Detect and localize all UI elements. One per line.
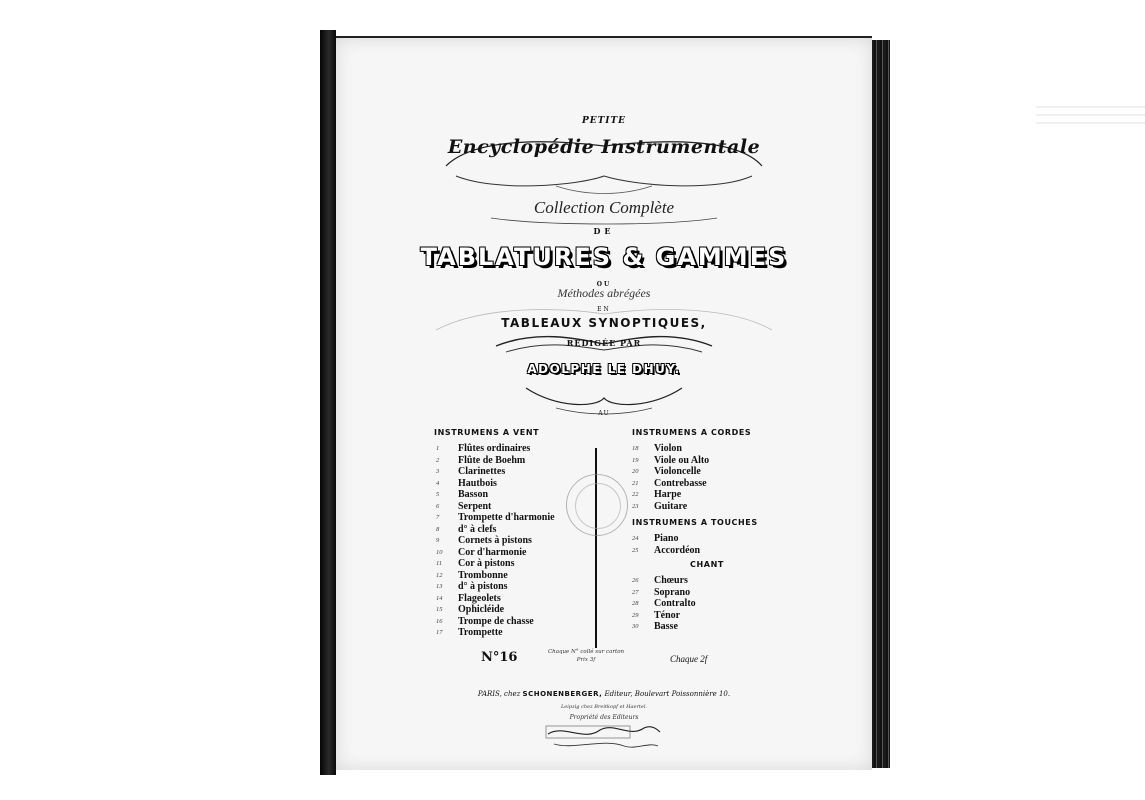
keys-item-name: Piano: [654, 533, 679, 544]
wind-item: [436, 616, 596, 628]
wind-item-number: 11: [436, 560, 443, 567]
wind-item: [436, 593, 596, 605]
chant-item-name: Ténor: [654, 609, 681, 621]
wind-list: [436, 443, 596, 639]
strings-item-name: Violon: [654, 443, 682, 454]
author-name: ADOLPHE LE DHUY.: [527, 362, 681, 376]
wind-item-number: 2: [436, 456, 440, 464]
wind-item: [436, 524, 596, 536]
chant-item-number: 26: [632, 577, 639, 584]
chant-item-number: 29: [632, 611, 639, 619]
publisher-line: [336, 690, 872, 698]
wind-item: [436, 604, 596, 616]
wind-item-number: 7: [436, 514, 440, 521]
wind-item: [436, 501, 596, 513]
title-page: [336, 36, 872, 770]
wind-item-number: 10: [436, 548, 443, 556]
wind-item-number: 1: [436, 445, 440, 452]
strings-item: [632, 478, 782, 490]
chant-item-name: Chœurs: [654, 575, 688, 586]
wind-item: [436, 478, 596, 490]
strings-item: [632, 489, 782, 501]
strings-item-number: 18: [632, 445, 639, 452]
wind-item-name: Trombonne: [458, 569, 508, 581]
chant-item-number: 27: [632, 588, 639, 596]
strings-item-number: 20: [632, 468, 639, 475]
tableaux-synoptiques: TABLEAUX SYNOPTIQUES,: [501, 316, 707, 330]
chant-item: [632, 621, 782, 633]
wind-item: [436, 443, 596, 455]
wind-item: [436, 558, 596, 570]
wind-item: [436, 512, 596, 524]
chant-heading: CHANT: [690, 560, 724, 569]
strings-item-number: 19: [632, 456, 639, 464]
wind-item-name: Cor d'harmonie: [458, 546, 527, 558]
wind-item: [436, 455, 596, 467]
chant-item: [632, 610, 782, 622]
chant-item-number: 30: [632, 623, 639, 630]
strings-item-number: 21: [632, 479, 639, 487]
wind-item-number: 15: [436, 606, 443, 613]
redige-par: REDIGÉE PAR: [566, 338, 642, 348]
keys-list: [632, 533, 782, 556]
keys-heading: INSTRUMENS A TOUCHES: [632, 518, 758, 527]
chant-item: [632, 575, 782, 587]
strings-item-name: Guitare: [654, 500, 688, 512]
wind-item-name: Trompe de chasse: [458, 615, 534, 627]
wind-item-number: 14: [436, 594, 443, 602]
wind-item: [436, 570, 596, 582]
leipzig-line: Leipzig chez Breitkopf et Haertel.: [560, 704, 648, 710]
flourish-tableaux: [426, 300, 782, 360]
wind-item: [436, 535, 596, 547]
wind-heading: INSTRUMENS A VENT: [434, 428, 540, 437]
wind-instruments-column: [436, 428, 596, 639]
wind-item-number: 3: [436, 468, 440, 475]
strings-heading: INSTRUMENS A CORDES: [632, 428, 752, 437]
encyclopedie-title: Encyclopédie Instrumentale: [447, 136, 761, 158]
keys-item-number: 25: [632, 546, 639, 554]
strings-item: [632, 501, 782, 513]
price-note-line1: Chaque N° collé sur carton: [547, 649, 625, 655]
strings-item-number: 22: [632, 491, 639, 498]
wind-item-name: Trompette d'harmonie: [458, 512, 555, 523]
wind-item-name: Ophicléide: [458, 604, 505, 615]
keys-item: [632, 533, 782, 545]
volume-number: N°16: [481, 650, 518, 665]
wind-item: [436, 466, 596, 478]
keys-item: [632, 545, 782, 557]
wind-item-number: 8: [436, 525, 440, 533]
petite-label: PETITE: [581, 116, 627, 126]
strings-item-name: Harpe: [654, 489, 682, 500]
wind-item-name: Cornets à pistons: [458, 535, 532, 546]
price-note-line2: Prix 3f: [576, 657, 596, 663]
strings-item: [632, 443, 782, 455]
wind-item-number: 9: [436, 537, 440, 544]
strings-item-number: 23: [632, 502, 639, 510]
keys-item-number: 24: [632, 535, 639, 542]
book-binding: [320, 30, 336, 775]
keys-item-name: Accordéon: [654, 544, 701, 556]
chant-item-name: Contralto: [654, 598, 696, 609]
collection-subtitle: Collection Complète: [533, 198, 675, 217]
chant-item-name: Soprano: [654, 586, 691, 598]
chant-item: [632, 598, 782, 610]
wind-item-name: d° à pistons: [458, 581, 508, 592]
methodes-subtitle: Méthodes abrégées: [557, 286, 651, 300]
wind-item-name: d° à clefs: [458, 523, 497, 535]
chant-list: [632, 575, 782, 633]
wind-item: [436, 489, 596, 501]
price-each: Chaque 2f: [670, 654, 708, 664]
propriete-line: Propriété des Editeurs: [569, 714, 639, 721]
wind-item-number: 13: [436, 583, 443, 590]
publisher-suffix: Editeur, Boulevart Poissonnière 10.: [604, 690, 731, 698]
chant-item: [632, 587, 782, 599]
strings-item: [632, 466, 782, 478]
strings-item-name: Contrebasse: [654, 477, 707, 489]
strings-item-name: Violoncelle: [654, 466, 701, 477]
au-label: AU: [598, 410, 610, 417]
wind-item-name: Flûte de Boehm: [458, 454, 526, 466]
ou-label: OU: [596, 281, 612, 288]
wind-item-name: Flûtes ordinaires: [458, 443, 531, 454]
wind-item-name: Trompette: [458, 627, 503, 638]
strings-item-name: Viole ou Alto: [654, 454, 710, 466]
wind-item-number: 4: [436, 479, 440, 487]
publisher-name: SCHONENBERGER,: [522, 690, 603, 698]
main-title: TABLATURES & GAMMES: [420, 243, 788, 271]
wind-item-name: Hautbois: [458, 477, 497, 489]
wind-item-name: Cor à pistons: [458, 558, 515, 569]
chant-item-number: 28: [632, 600, 639, 607]
wind-item: [436, 547, 596, 559]
wind-item: [436, 581, 596, 593]
strings-keys-chant-column: [632, 428, 782, 633]
wind-item-name: Basson: [458, 489, 489, 500]
publisher-signature: [544, 720, 664, 754]
wind-item-name: Flageolets: [458, 592, 501, 604]
wind-item-number: 17: [436, 629, 443, 636]
wind-item-number: 6: [436, 502, 440, 510]
wind-item-number: 16: [436, 617, 443, 625]
chant-item-name: Basse: [654, 621, 678, 632]
price-note: [541, 648, 631, 664]
wind-item-number: 5: [436, 491, 440, 498]
bleed-through-text: [1036, 100, 1145, 130]
strings-item: [632, 455, 782, 467]
wind-item-number: 12: [436, 571, 443, 579]
strings-list: [632, 443, 782, 512]
wind-item-name: Clarinettes: [458, 466, 506, 477]
wind-item-name: Serpent: [458, 500, 492, 512]
publisher-prefix: PARIS, chez: [477, 690, 521, 698]
wind-item: [436, 627, 596, 639]
en-label: EN: [597, 306, 611, 313]
de-label: DE: [593, 226, 615, 236]
